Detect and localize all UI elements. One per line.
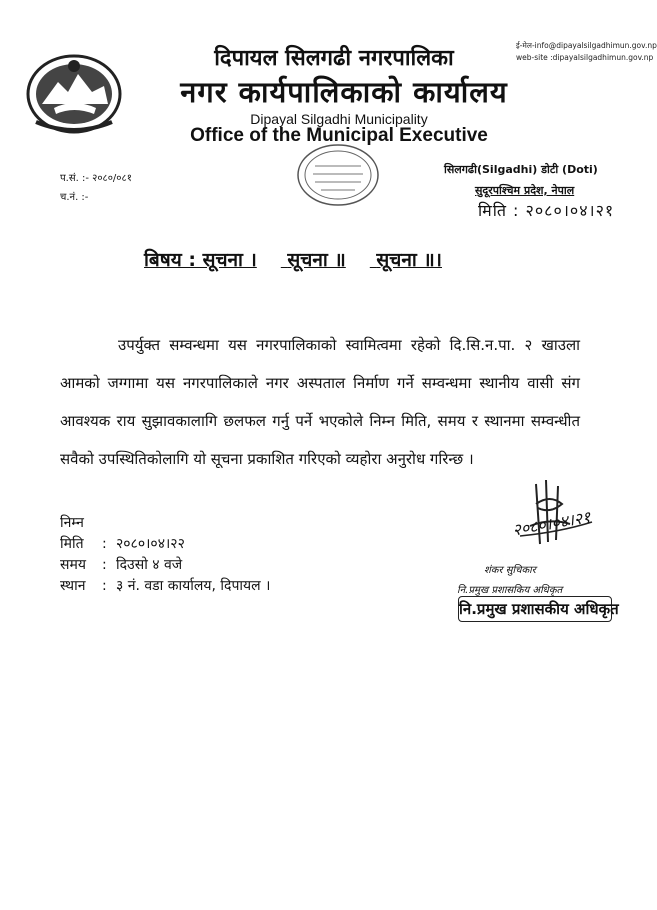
notice-body-paragraph: उपर्युक्त सम्वन्धमा यस नगरपालिकाको स्वामित्वमा रहेको दि.सि.न.पा. २ खाउला आमको जग्गामा यस नगरपालिकाले नगर अस्पताल निर्माण गर्ने सम्वन्धमा स्थानीय वासी संग आवश्यक राय सुझावकालागि छलफल गर्नु पर्ने भएकोले निम्न मिति, समय र स्थानमा सम्वन्धीत सवैको उपस्थितिकोलागि यो सूचना प्रकाशित गरिएको व्यहोरा अनुरोध गरिन्छ । (60, 336, 580, 468)
separator: : (102, 578, 107, 594)
signatory-designation: नि.प्रमुख प्रशासकिय अधिकृत (457, 585, 563, 596)
office-title-nepali: नगर कार्यपालिकाको कार्यालय (180, 75, 508, 109)
detail-row-time (60, 555, 270, 576)
letter-reference-number: प.सं. :- २०८०/०८१ (60, 173, 132, 184)
time-label: समय (60, 557, 86, 573)
municipality-title-nepali: दिपायल सिलगढी नगरपालिका (214, 46, 454, 71)
time-value: दिउसो ४ वजे (116, 557, 183, 573)
detail-row-place (60, 576, 270, 597)
dispatch-number: च.नं. :- (60, 192, 89, 203)
subject-notice-3: सूचना ॥। (376, 249, 442, 271)
place-value: ३ नं. वडा कार्यालय, दिपायल । (116, 578, 271, 594)
detail-row-date (60, 534, 270, 555)
office-seal-stamp (295, 142, 381, 208)
separator: : (102, 557, 107, 573)
subject-label: बिषय : सूचना । (144, 249, 257, 271)
municipality-title-english: Dipayal Silgadhi Municipality (250, 111, 428, 127)
designation-stamp: नि.प्रमुख प्रशासकीय अधिकृत (458, 596, 612, 622)
office-title-english: Office of the Municipal Executive (190, 125, 488, 146)
signature-date: २०८०।०४।२१ (511, 507, 592, 540)
email-text: ई-मेल-info@dipayalsilgadhimun.gov.np (516, 41, 657, 50)
date-value: २०८०।०४।२२ (116, 536, 185, 552)
subject-notice-2: सूचना ॥ (287, 249, 346, 271)
website-text: web-site :dipayalsilgadhimun.gov.np (516, 53, 654, 62)
details-heading: निम्न (60, 515, 84, 531)
signatory-name: शंकर सुचिकार (484, 565, 536, 576)
separator: : (102, 536, 107, 552)
letter-date: मिति : २०८०।०४।२१ (478, 201, 615, 220)
date-label: मिति (60, 536, 84, 552)
subject-line (144, 246, 466, 272)
place-label: स्थान (60, 578, 86, 594)
office-location: सिलगढी(Silgadhi) डोटी (Doti) (444, 163, 598, 176)
province-name: सुदूरपश्चिम प्रदेश, नेपाल (475, 184, 575, 197)
meeting-details (60, 513, 270, 597)
